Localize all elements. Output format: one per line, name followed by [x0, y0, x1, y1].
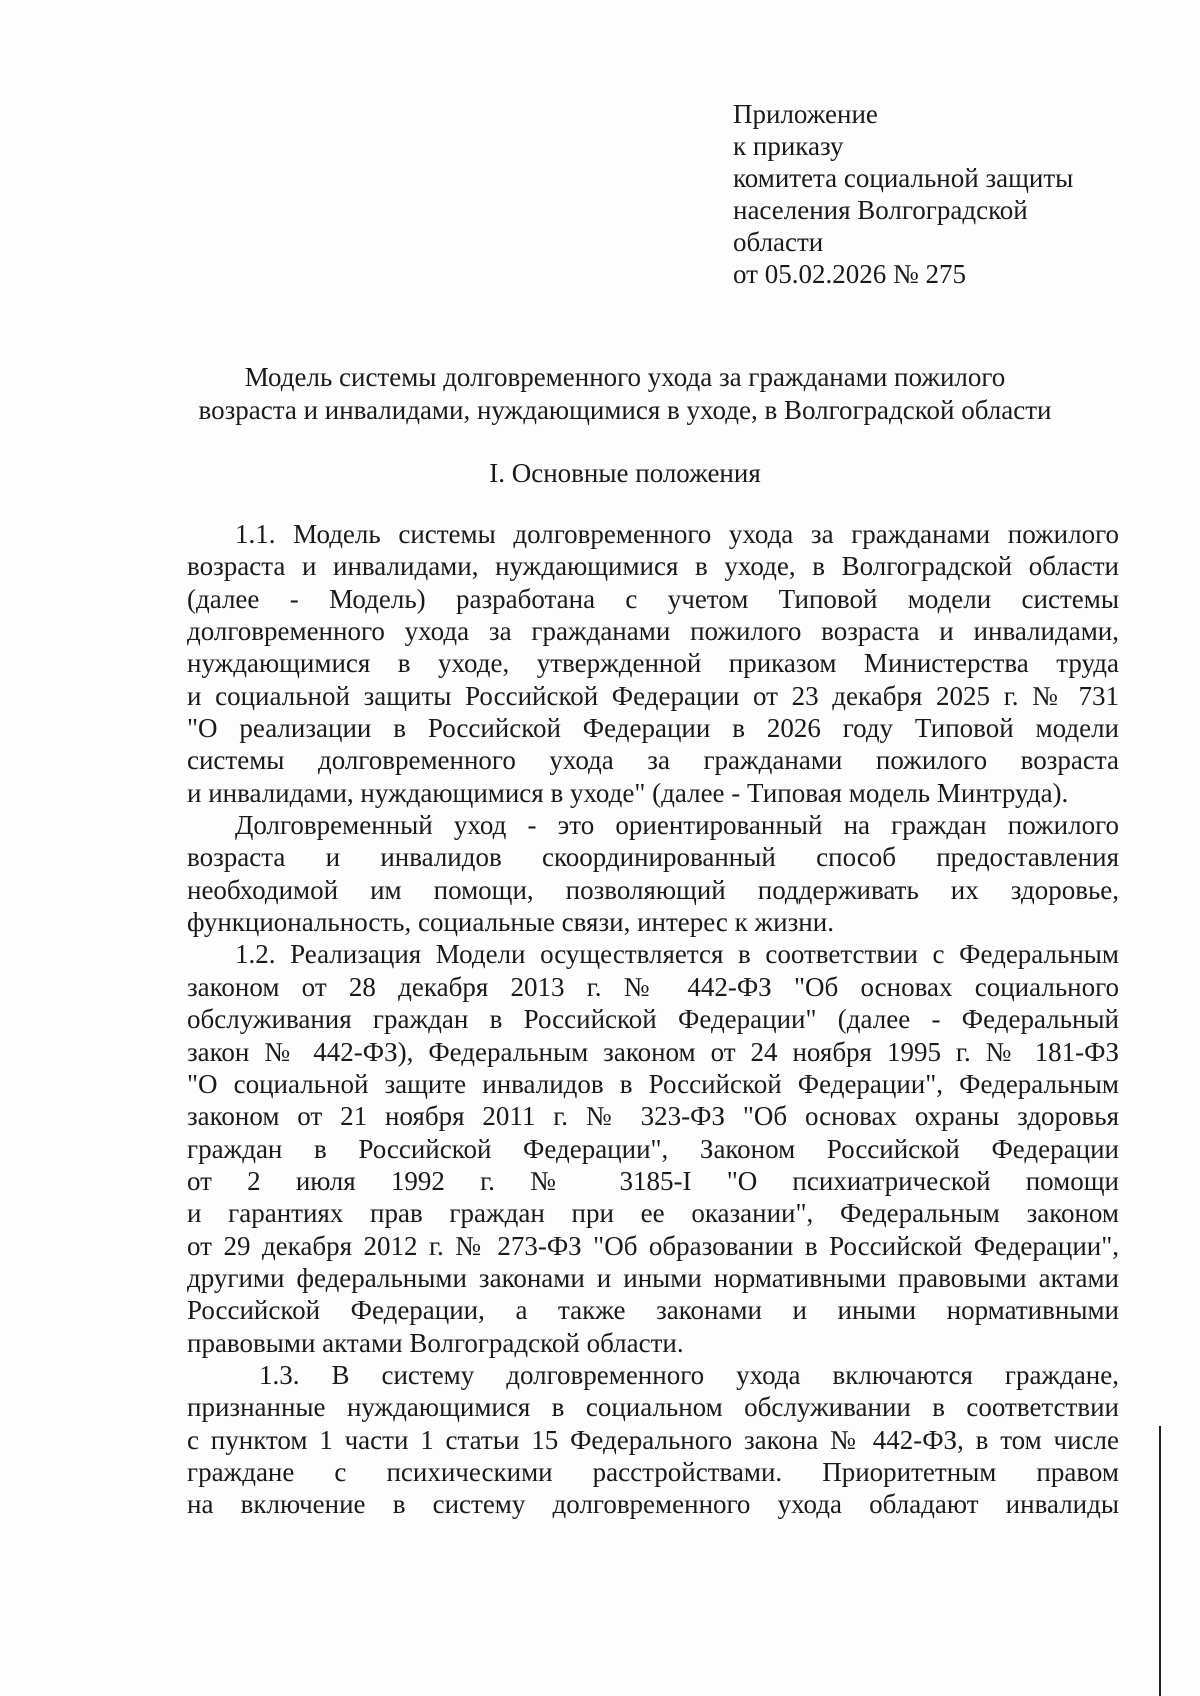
- paragraph-1-2-line: Российской Федерации, а также законами и иными нормативными: [187, 1295, 1119, 1326]
- paragraph-1-1-line: "О реализации в Российской Федерации в 2026 году Типовой модели: [187, 713, 1119, 744]
- paragraph-1-3-line: признанные нуждающимися в социальном обслуживании в соответствии: [187, 1392, 1119, 1423]
- document-title-line: Модель системы долговременного ухода за гражданами пожилого: [244, 362, 1006, 392]
- paragraph-1-2-line: от 2 июля 1992 г. № 3185-I "О психиатрической помощи: [187, 1165, 1119, 1196]
- document-title: [150, 361, 1100, 427]
- paragraph-1-1-line: нуждающимися в уходе, утвержденной приказом Министерства труда: [187, 648, 1119, 679]
- appendix-line: Приложение: [733, 99, 878, 129]
- paragraph-1-1-line: и социальной защиты Российской Федерации от 23 декабря 2025 г. № 731: [187, 680, 1119, 711]
- section-heading: I. Основные положения: [489, 458, 761, 488]
- paragraph-1-1-line: долговременного ухода за гражданами пожилого возраста и инвалидами,: [187, 616, 1119, 647]
- paragraph-1-2-line: от 29 декабря 2012 г. № 273-ФЗ "Об образовании в Российской Федерации",: [187, 1230, 1119, 1261]
- paragraph-1-3-line: с пунктом 1 части 1 статьи 15 Федерального закона № 442-ФЗ, в том числе: [187, 1424, 1119, 1455]
- appendix-block: [733, 98, 1073, 290]
- paragraph-1-3-line: граждане с психическими расстройствами. Приоритетным правом: [187, 1456, 1119, 1487]
- paragraph-definition-line: возраста и инвалидов скоординированный способ предоставления: [187, 842, 1119, 873]
- appendix-line: к приказу: [733, 131, 844, 161]
- appendix-line: населения Волгоградской: [733, 195, 1028, 225]
- paragraph-1-2-line: граждан в Российской Федерации", Законом Российской Федерации: [187, 1133, 1119, 1164]
- paragraph-1-2-line: правовыми актами Волгоградской области.: [187, 1327, 684, 1358]
- appendix-line: комитета социальной защиты: [733, 163, 1074, 193]
- paragraph-1-1-line: системы долговременного ухода за гражданами пожилого возраста: [187, 745, 1119, 776]
- paragraph-1-1-line: (далее - Модель) разработана с учетом Типовой модели системы: [187, 583, 1119, 614]
- paragraph-1-1-line: 1.1. Модель системы долговременного ухода за гражданами пожилого: [235, 519, 1119, 549]
- paragraph-1-3-line: на включение в систему долговременного ухода обладают инвалиды: [187, 1489, 1119, 1520]
- paragraph-1-2-line: обслуживания граждан в Российской Федерации" (далее - Федеральный: [187, 1004, 1119, 1035]
- appendix-line: области: [733, 227, 824, 257]
- paragraph-definition-line: необходимой им помощи, позволяющий поддерживать их здоровье,: [187, 874, 1119, 905]
- paragraph-1-1-line: и инвалидами, нуждающимися в уходе" (далее - Типовая модель Минтруда).: [187, 777, 1069, 808]
- paragraph-1-2-line: законом от 21 ноября 2011 г. № 323-ФЗ "Об основах охраны здоровья: [187, 1101, 1119, 1132]
- scan-edge-line: [1159, 1426, 1161, 1696]
- paragraph-1-1-line: возраста и инвалидами, нуждающимися в уходе, в Волгоградской области: [187, 551, 1119, 582]
- paragraph-1-2-line: "О социальной защите инвалидов в Российской Федерации", Федеральным: [187, 1068, 1119, 1099]
- paragraph-1-2-line: 1.2. Реализация Модели осуществляется в соответствии с Федеральным: [235, 939, 1119, 970]
- body-text: [187, 518, 1119, 1521]
- paragraph-1-3-line: 1.3. В систему долговременного ухода включаются граждане,: [259, 1359, 1119, 1390]
- paragraph-1-2-line: другими федеральными законами и иными нормативными правовыми актами: [187, 1262, 1119, 1293]
- appendix-order-date: от 05.02.2026 № 275: [733, 259, 966, 289]
- document-title-line: возраста и инвалидами, нуждающимися в уходе, в Волгоградской области: [198, 395, 1052, 425]
- paragraph-1-2-line: законом от 28 декабря 2013 г. № 442-ФЗ "Об основах социального: [187, 971, 1119, 1002]
- paragraph-definition-line: функциональность, социальные связи, интерес к жизни.: [187, 907, 834, 938]
- paragraph-1-2-line: закон № 442-ФЗ), Федеральным законом от 24 ноября 1995 г. № 181-ФЗ: [187, 1036, 1119, 1067]
- paragraph-1-2-line: и гарантиях прав граждан при ее оказании", Федеральным законом: [187, 1198, 1119, 1229]
- paragraph-definition-line: Долговременный уход - это ориентированный на граждан пожилого: [235, 810, 1119, 841]
